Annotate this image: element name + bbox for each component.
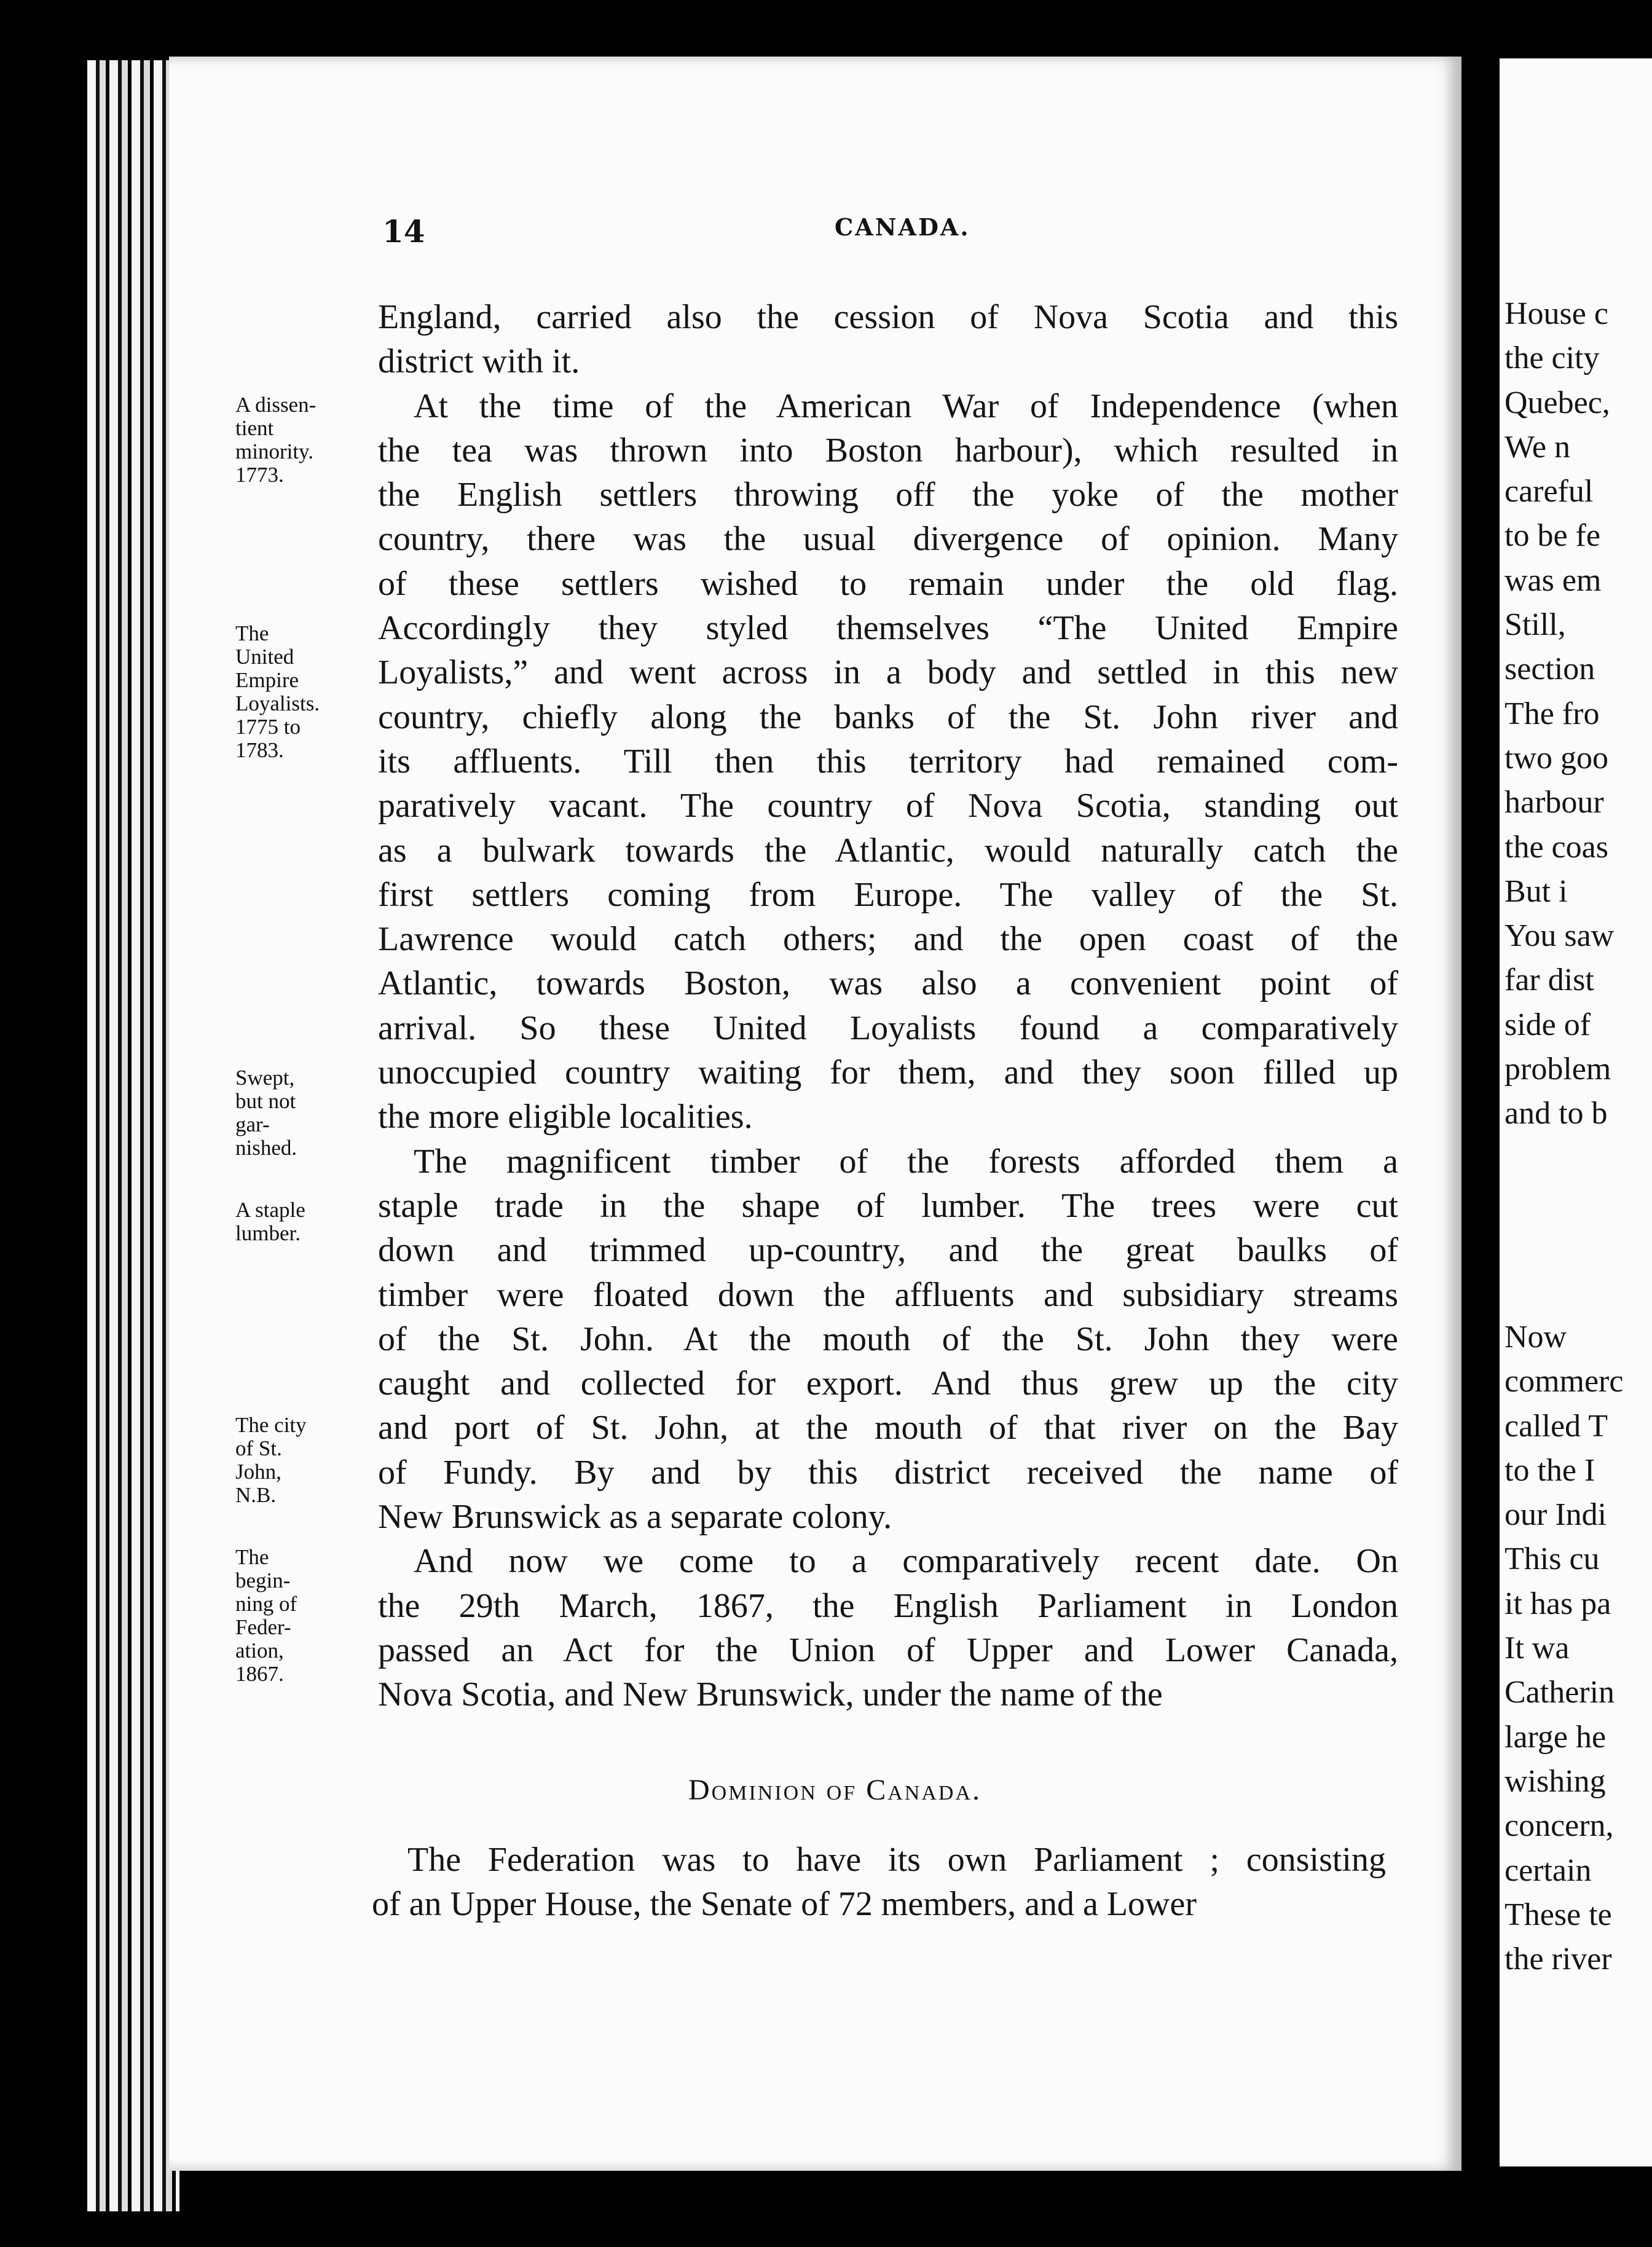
text-line: the more eligible localities. [378,1098,753,1136]
facing-page [1500,58,1652,2166]
sidenote-line: 1867. [235,1662,284,1686]
facing-line: The fro [1504,696,1600,731]
sidenote-line: The [235,1545,269,1569]
sidenote-line: nished. [235,1136,297,1160]
sidenote-line: John, [235,1460,281,1484]
text-line: the English settlers throwing off the yoke of the mother [378,476,1398,514]
paragraph [378,295,1398,384]
text-line: passed an Act for the Union of Upper and Lower Canada, [378,1631,1398,1669]
section-heading: Dominion of Canada. [688,1774,982,1806]
facing-page-text-top [1500,292,1614,1136]
facing-line: the city [1504,340,1600,376]
sidenote-line: gar- [235,1112,270,1136]
text-line: its affluents. Till then this territory had remained com- [378,742,1398,781]
facing-line: commerc [1504,1364,1624,1399]
facing-page-text-bottom [1500,1315,1623,1981]
sidenote-line: A dissen- [235,393,317,417]
sidenote [235,1414,364,1507]
text-line: Atlantic, towards Boston, was also a convenient point of [378,964,1398,1003]
facing-line: You saw [1504,918,1615,954]
facing-line: called T [1504,1408,1608,1444]
sidenote-line: minority. [235,439,314,463]
text-line: of the St. John. At the mouth of the St. John they were [378,1320,1398,1358]
sidenote-line: Swept, [235,1066,295,1090]
facing-line: two goo [1504,740,1608,776]
text-line: country, there was the usual divergence of opinion. Many [378,520,1398,559]
text-line: Nova Scotia, and New Brunswick, under the name of the [378,1675,1163,1714]
sidenote-line: begin- [235,1568,291,1592]
facing-line: These te [1504,1897,1612,1932]
text-line: Lawrence would catch others; and the open coast of the [378,920,1398,959]
facing-line: to be fe [1504,518,1600,554]
facing-line: wishing [1504,1763,1606,1799]
text-line: unoccupied country waiting for them, and they soon filled up [378,1053,1398,1092]
paragraph [378,384,1398,1139]
facing-line: careful [1504,474,1594,510]
facing-line: large he [1504,1719,1607,1755]
text-line: At the time of the American War of Independence (when [414,387,1398,425]
text-line: of Fundy. By and by this district received the name of [378,1453,1398,1492]
sidenote-line: tient [235,416,274,440]
facing-line: Now [1504,1320,1567,1355]
text-line: And now we come to a comparatively recent date. On [414,1542,1398,1581]
text-line: first settlers coming from Europe. The valley of the St. [378,875,1398,914]
facing-line: problem [1504,1052,1611,1087]
text-line: timber were floated down the affluents and subsidiary streams [378,1275,1398,1314]
sidenote-line: The city [235,1413,307,1437]
sidenote [235,393,364,487]
paragraph [372,1838,1386,1927]
facing-line: to the I [1504,1452,1595,1488]
sidenote [235,1066,364,1160]
sidenote-line: 1775 to [235,715,301,739]
page-number: 14 [382,213,425,250]
sidenote-line: N.B. [235,1483,277,1507]
facing-line: It wa [1504,1631,1570,1666]
text-line: Loyalists,” and went across in a body and settled in this new [378,653,1398,692]
sidenote-line: ation, [235,1639,284,1663]
text-line: paratively vacant. The country of Nova Scotia, standing out [378,787,1398,825]
text-line: Accordingly they styled themselves “The United Empire [378,609,1398,648]
facing-line: Still, [1504,607,1566,643]
facing-line: section [1504,651,1595,687]
sidenote-line: ning of [235,1592,297,1616]
facing-line: Quebec, [1504,385,1610,420]
text-line: The magnificent timber of the forests afforded them a [414,1142,1398,1181]
sidenote [235,1546,364,1686]
sidenote [235,1198,364,1245]
sidenote [235,622,364,762]
text-line: down and trimmed up-country, and the great baulks of [378,1231,1398,1270]
facing-line: But i [1504,873,1568,909]
facing-line: was em [1504,562,1602,598]
running-head: CANADA. [835,213,970,241]
facing-line: the river [1504,1942,1612,1977]
facing-line: This cu [1504,1541,1600,1577]
text-line: country, chiefly along the banks of the St. John river and [378,698,1398,736]
text-line: The Federation was to have its own Parliament ; consisting [407,1841,1386,1879]
facing-line: our Indi [1504,1497,1607,1533]
sidenote-line: of St. [235,1436,282,1460]
text-line: the tea was thrown into Boston harbour), which resulted in [378,431,1398,470]
sidenote-line: Loyalists. [235,691,320,715]
facing-line: and to b [1504,1096,1608,1131]
text-line: staple trade in the shape of lumber. The trees were cut [378,1186,1398,1225]
facing-line: House c [1504,296,1608,331]
text-line: the 29th March, 1867, the English Parliament in London [378,1586,1398,1625]
text-line: of an Upper House, the Senate of 72 members, and a Lower [372,1885,1197,1924]
sidenote-line: Empire [235,668,299,692]
text-line: district with it. [378,342,580,381]
sidenote-line: A staple [235,1198,305,1222]
facing-line: certain [1504,1852,1592,1888]
sidenote-line: United [235,645,294,669]
text-line: arrival. So these United Loyalists found a comparatively [378,1009,1398,1047]
facing-line: We n [1504,429,1570,465]
sidenote-line: but not [235,1089,296,1113]
book-page-edges [87,60,179,2211]
facing-line: harbour [1504,785,1604,820]
facing-line: concern, [1504,1808,1614,1844]
paragraph [378,1139,1398,1540]
text-line: New Brunswick as a separate colony. [378,1498,892,1537]
sidenote-line: The [235,621,269,645]
text-line: caught and collected for export. And thus grew up the city [378,1364,1398,1403]
facing-line: side of [1504,1007,1591,1042]
facing-line: it has pa [1504,1586,1611,1621]
sidenote-line: lumber. [235,1221,301,1245]
text-line: as a bulwark towards the Atlantic, would naturally catch the [378,831,1398,870]
facing-line: Catherin [1504,1675,1615,1710]
sidenote-line: 1783. [235,738,284,762]
sidenote-line: Feder- [235,1615,291,1639]
paragraph [378,1539,1398,1717]
text-line: and port of St. John, at the mouth of that river on the Bay [378,1409,1398,1447]
body-text [372,1838,1386,1927]
sidenote-line: 1773. [235,463,284,487]
facing-line: the coas [1504,829,1608,865]
text-line: of these settlers wished to remain under the old flag. [378,564,1398,603]
text-line: England, carried also the cession of Nova Scotia and this [378,298,1398,336]
body-text [378,295,1398,1717]
facing-line: far dist [1504,962,1594,998]
